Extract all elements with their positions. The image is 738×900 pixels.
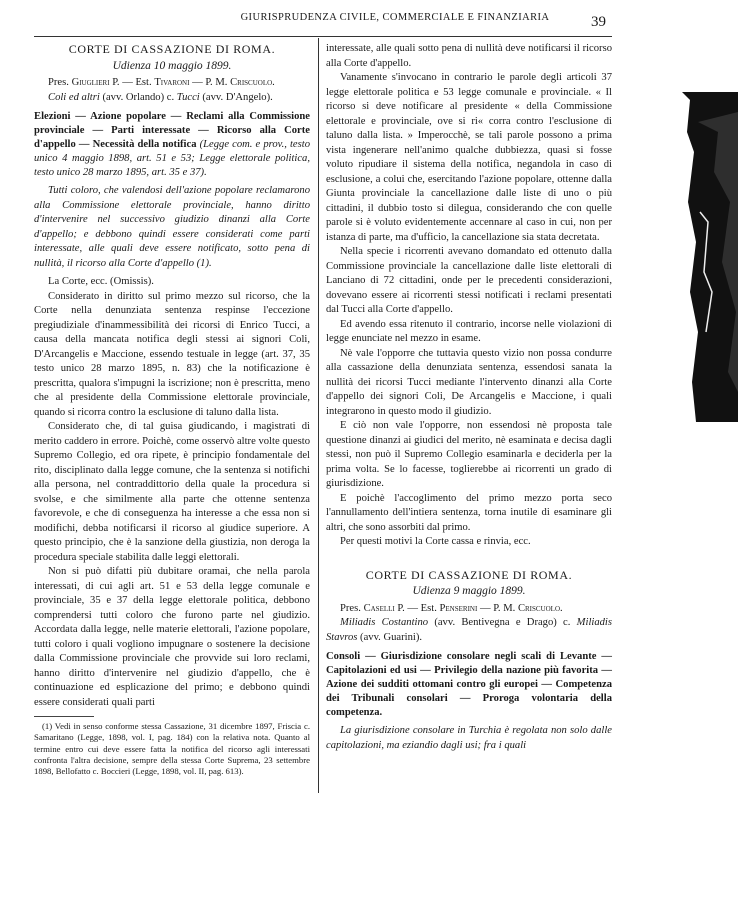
header-rule xyxy=(34,36,612,37)
body-paragraph: Vanamente s'invocano in contrario le parole degli articoli 37 legge elettorale politica e 53 legge comunale e provinciale. « Il ricorso si deve notificare al presidente « della Commissione elettorale e provinciale, ove si ri« corra contro l'esclusione di taluno dalla lista. » Imperocchè, se tali parole possono a prima vista ingenerare nell'animo qualche dubbiezza, quasi si fosse voluto ripudiare il sistema della notifica, negandola in caso di esclusione, a colui che, esercitando l'azione popolare, ottenne dalla Giunta provinciale la cancellazione dalle liste di uno o più cittadini, il dubbio tosto si dilegua, considerando che con quelle parole si è voluto evidentemente accennare al caso in cui, non per istanza di parte, ma d'ufficio, la cancellazione sia stata decretata. xyxy=(326,72,612,243)
case1-maxim: Tutti coloro, che valendosi dell'azione popolare reclamarono alla Commissione elettorale provinciale, hanno diritto d'intervenire nel successivo giudizio dinanzi alla Corte d'appello; e debbono quindi essere considerati come parti interessate, alle quali deve essere notificato, sotto pena di nullità, il ricorso alla Corte d'appello (1). xyxy=(34,185,310,269)
body-paragraph: Per questi motivi la Corte cassa e rinvia, ecc. xyxy=(340,536,531,547)
case2-bench: Pres. Caselli P. — Est. Penserini — P. M. Criscuolo. xyxy=(340,602,563,614)
body-paragraph: Nella specie i ricorrenti avevano domandato ed ottenuto dalla Commissione provinciale la cancellazione dalle liste elettorali di Lanciano di 72 cittadini, onde per le precedenti considerazioni, dovevano essere ai ricorrenti stessi notificati i reclami presentati dal Tucci alla Corte d'appello. xyxy=(326,246,612,315)
body-paragraph: Nè vale l'opporre che tuttavia questo vizio non possa condurre alla cassazione della denunziata sentenza, essendosi sanata la nullità dei ricorsi Tucci mediante l'intervento dinanzi alla Corte d'appello dei signori Coli, De Arcangelis e Maccione, i quali integrarono in questo modo il giudizio. xyxy=(326,347,612,417)
column-divider xyxy=(318,38,319,793)
case1-bench: Pres. Giuglieri P. — Est. Tivaroni — P. M. Criscuolo. xyxy=(48,77,275,88)
court-opening: La Corte, ecc. (Omissis). xyxy=(48,276,154,287)
right-column xyxy=(326,42,612,757)
body-paragraph: Ed avendo essa ritenuto il contrario, incorse nelle violazioni di legge enunciate nel mezzo in esame. xyxy=(326,318,612,344)
footnote-rule xyxy=(34,716,94,717)
case2-court-title: CORTE DI CASSAZIONE DI ROMA. xyxy=(365,567,573,582)
page-number: 39 xyxy=(591,14,606,30)
left-column xyxy=(34,42,310,777)
case-separator xyxy=(326,550,612,568)
scan-edge-shadow xyxy=(678,92,738,422)
case2-maxim: La giurisdizione consolare in Turchia è regolata non solo dalle capitolazioni, ma eziandio dagli usi; fra i quali xyxy=(326,725,612,751)
running-title: GIURISPRUDENZA CIVILE, COMMERCIALE E FINANZIARIA xyxy=(240,12,550,23)
case1-hearing-date: Udienza 10 maggio 1899. xyxy=(112,59,232,72)
case2-parties: Miliadis Costantino (avv. Bentivegna e Drago) c. Miliadis Stavros (avv. Guarini). xyxy=(326,617,612,643)
body-paragraph: E ciò non vale l'opporre, non essendosi nè proposta tale questione dinanzi ai giudici del merito, nè esaminata e decisa dagli stessi, non può il Supremo Collegio esaminarla e deciderla per la prima volta. Se lo facesse, toglierebbe ai ricorrenti un grado di giurisdizione. xyxy=(326,420,612,489)
body-paragraph: Non si può difatti più dubitare oramai, che nella parola interessati, di cui agli art. 51 e 53 della legge comunale e provinciale, 35 e 37 della legge elettorale politica, debbono comprendersi tutti coloro che furono parte nel giudizio. Accordata dalla legge, nelle materie elettorali, l'azione popolare, tutti coloro i quali vogliono impugnare o sostenere la decisione dalla Commissione provinciale che provvide sui loro reclami, hanno diritto d'intervenire nel giudizio d'appello, che è continuazione ed esplicazione del primo; e debbono quindi essere considerati quali parti xyxy=(34,566,310,708)
body-paragraph: Considerato che, di tal guisa giudicando, i magistrati di merito caddero in errore. Poichè, come osservò altre volte questo Supremo Collegio, ed ora ripete, è principio fondamentale del rito, disciplinato dalla legge comune, che la sentenza si notifichi alla persona, nel contraddittorio della quale la procedura si svolse, e che similmente alla parte che ottenne sentenza favorevole, e che di conseguenza ha interesse a che essa non si modifichi, debba notificarsi il ricorso al giudice superiore. A questo principio, che è la sanzione della giustizia, non deroga la procedura speciale stabilita dalle leggi elettorali. xyxy=(34,421,310,563)
case1-court-title: CORTE DI CASSAZIONE DI ROMA. xyxy=(68,42,276,56)
case1-parties: Coli ed altri (avv. Orlando) c. Tucci (avv. D'Angelo). xyxy=(48,91,273,103)
case1-summary: Elezioni — Azione popolare — Reclami alla Commissione provinciale — Parti interessate — Ricorso alla Corte d'appello — Necessità della notifica (Legge com. e prov., testo unico 4 maggio 1898, art. 51 e 53; Legge elettorale politica, testo unico 28 marzo 1895, art. 35 e 37). xyxy=(34,111,310,178)
body-paragraph: interessate, alle quali sotto pena di nullità deve notificarsi il ricorso alla Corte d'appello. xyxy=(326,43,612,69)
body-paragraph: Considerato in diritto sul primo mezzo sul ricorso, che la Corte nella denunziata sentenza respinse l'eccezione pregiudiziale d'inammessibilità dei ricorsi di Enrico Tucci, a causa della mancata notifica degli stessi ai signori Coli, D'Arcangelis e Maccione, essendo testuale in legge (art. 37, 35 testo unico 28 marzo 1895, n. 83) che la notificazione è prescritta, qualora s'impugni la iscrizione; non è prescritta, meno che al presidente della Commissione elettorale provinciale, quando si ricorra contro la esclusione di taluno dalla lista. xyxy=(34,290,310,418)
body-paragraph: E poichè l'accoglimento del primo mezzo porta seco l'annullamento dell'intiera sentenza, torna inutile di esaminare gli altri, che sono assorbiti dal primo. xyxy=(326,492,612,533)
case2-summary: Consoli — Giurisdizione consolare negli scali di Levante — Capitolazioni ed usi — Privilegio della nazione più favorita — Azione dei sudditi ottomani contro gli europei — Competenza dei Tribunali consolari — Proroga volontaria della competenza. xyxy=(326,651,612,718)
footnote: (1) Vedi in senso conforme stessa Cassazione, 31 dicembre 1897, Friscia c. Samaritano (Legge, 1898, vol. I, pag. 184) con la relativa nota. Quanto al termine entro cui deve essere fatta la notifica del ricorso agli interessati confronta l'altra decisione, sempre della stessa Corte Suprema, 23 settembre 1898, Bellofatto c. Boccieri (Legge, 1898, vol. II, pag. 613). xyxy=(34,721,310,777)
case2-hearing-date: Udienza 9 maggio 1899. xyxy=(412,585,526,597)
